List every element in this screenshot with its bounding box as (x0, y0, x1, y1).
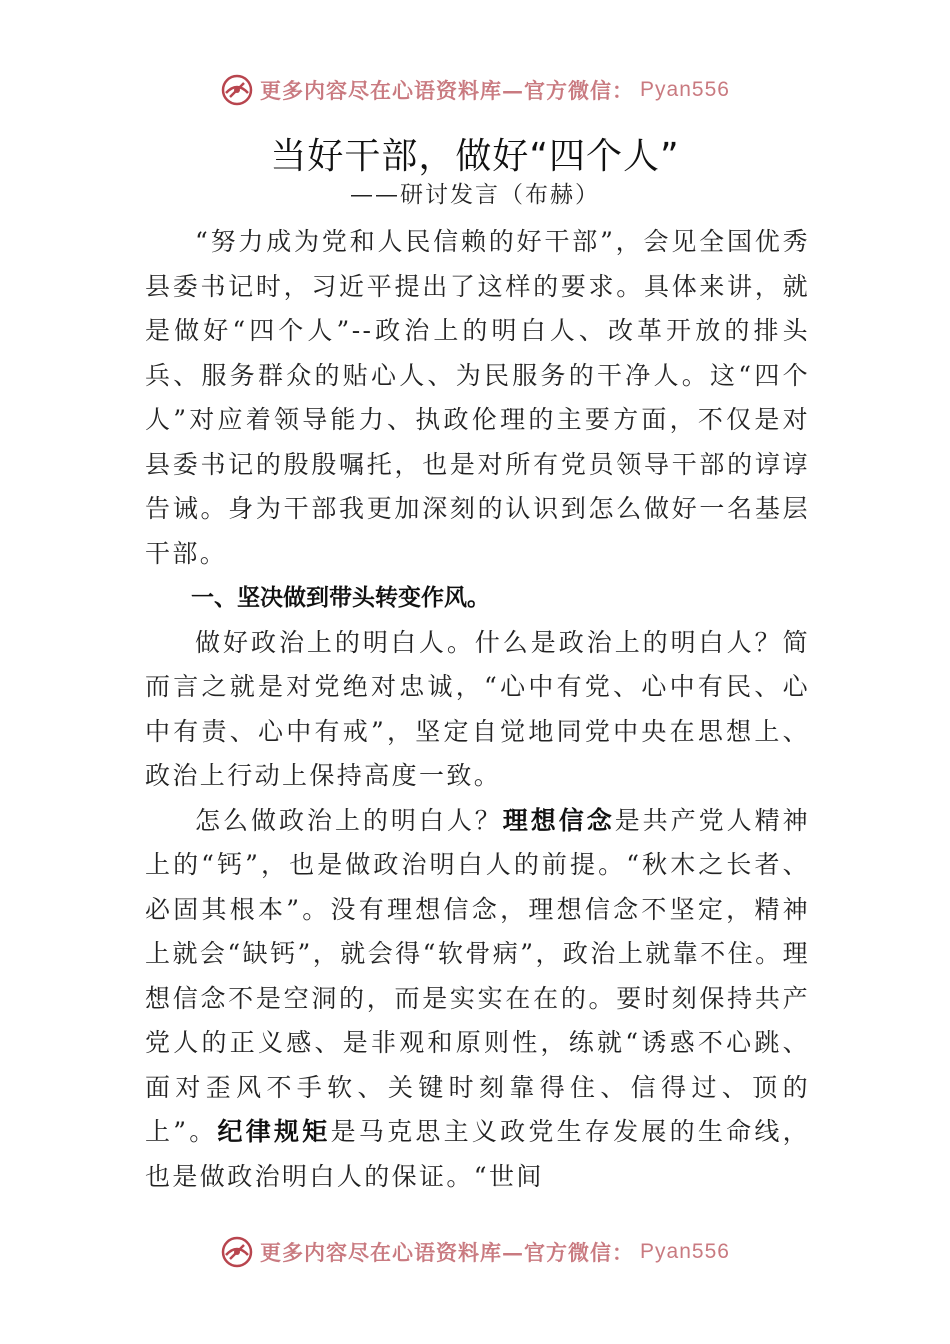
watermark-text: 更多内容尽在心语资料库—官方微信： (260, 1240, 635, 1265)
document-subtitle: ——研讨发言（布赫） (350, 182, 600, 208)
bold-term-ideals: 理想信念 (502, 805, 615, 835)
bold-term-discipline: 纪律规矩 (217, 1117, 331, 1146)
paragraph-text: 是共产党人精神上的“钙”，也是做政治明白人的前提。“秋木之长者、必固其根本”。没有理想信念，理想信念不坚定，精神上就会“缺钙”，就会得“软骨病”，政治上就靠不住。理想信念不是空洞的，而是实实在在的。要时刻保持共产党人的正义感、是非观和原则性，练就“诱惑不心跳、面对歪风不手软、关键时刻靠得住、信得过、顶的上”。 (145, 805, 810, 1146)
section-heading: 一、坚决做到带头转变作风。 (191, 585, 490, 611)
document-title: 当好干部，做好“四个人” (270, 136, 680, 177)
book-logo-icon (220, 1235, 254, 1269)
watermark-handle: Pyan556 (640, 1240, 730, 1263)
watermark-handle: Pyan556 (640, 78, 730, 101)
paragraph-how-to (145, 799, 810, 1200)
paragraph-political-clarity: 做好政治上的明白人。什么是政治上的明白人？简而言之就是对党绝对忠诚，“心中有党、心中有民、心中有责、心中有戒”，坚定自觉地同党中央在思想上、政治上行动上保持高度一致。 (145, 627, 810, 790)
watermark-header (0, 70, 950, 110)
document-body (145, 220, 810, 1199)
paragraph-text: 怎么做政治上的明白人？ (195, 805, 503, 835)
paragraph-text: 是马克思主义政党生存发展的生命线，也是做政治明白人的保证。“世间 (145, 1117, 810, 1191)
watermark-footer (0, 1232, 950, 1272)
book-logo-icon (220, 73, 254, 107)
watermark-text: 更多内容尽在心语资料库—官方微信： (260, 78, 635, 103)
intro-paragraph: “努力成为党和人民信赖的好干部”，会见全国优秀县委书记时，习近平提出了这样的要求。具体来讲，就是做好“四个人”--政治上的明白人、改革开放的排头兵、服务群众的贴心人、为民服务的干净人。这“四个人”对应着领导能力、执政伦理的主要方面，不仅是对县委书记的殷殷嘱托，也是对所有党员领导干部的谆谆告诫。身为干部我更加深刻的认识到怎么做好一名基层干部。 (145, 227, 810, 568)
